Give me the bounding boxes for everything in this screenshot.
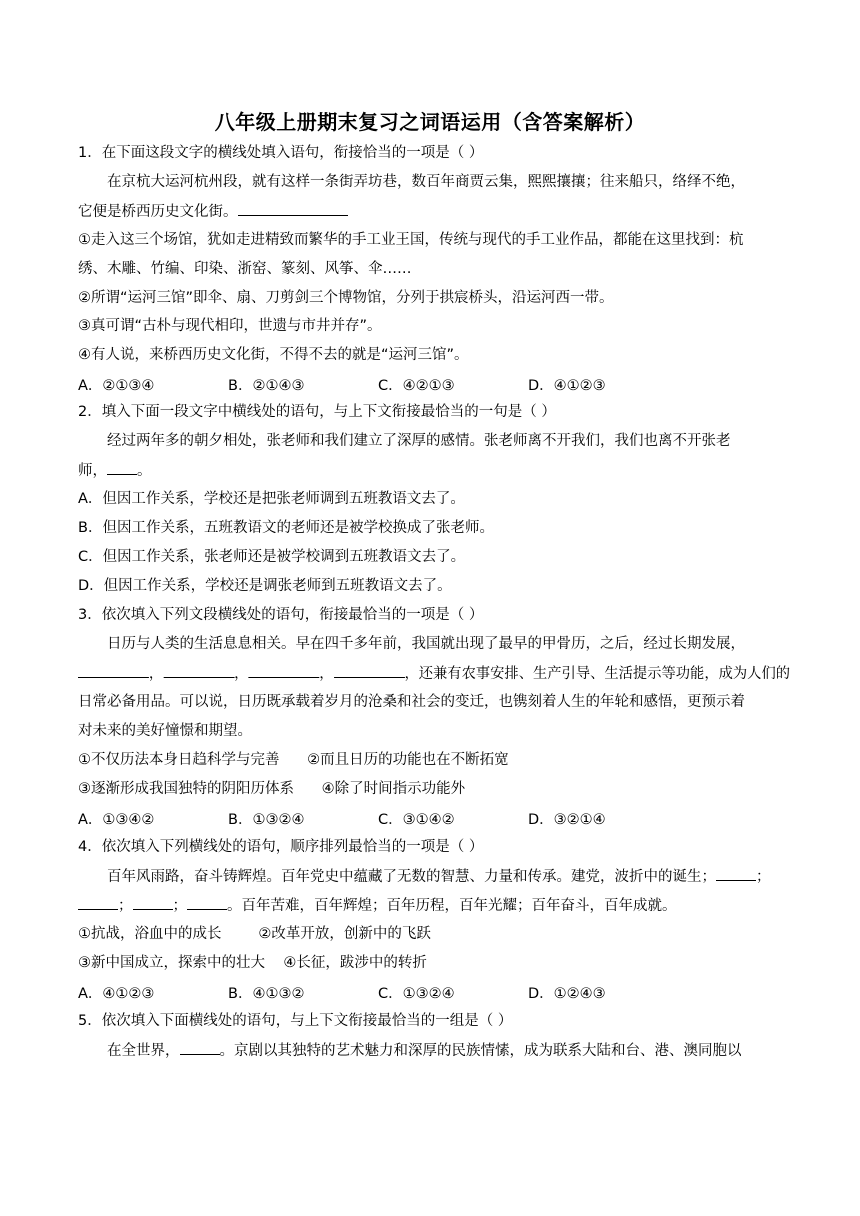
q5-passage-line1: 在全世界， 。京剧以其独特的艺术魅力和深厚的民族情愫，成为联系大陆和台、港、澳同胞以 — [107, 1040, 742, 1061]
q4-stem: 4．依次填入下列横线处的语句，顺序排列最恰当的一项是（ ） — [78, 839, 484, 855]
q3-passage-line2: ， ， ， ，还兼有农事安排、生产引导、生活提示等功能，成为人们的 — [78, 663, 790, 684]
q2-option-d: D．但因工作关系，学校还是调张老师到五班教语文去了。 — [78, 578, 452, 594]
q4-sentences-3-4: ③新中国成立，探索中的壮大 ④长征，跋涉中的转折 — [78, 955, 427, 971]
q3-passage-line4: 对未来的美好憧憬和期望。 — [78, 723, 252, 739]
q3-blank-1 — [78, 663, 149, 678]
q3-passage-line1: 日历与人类的生活息息相关。早在四千多年前，我国就出现了最早的甲骨历，之后，经过长期发展， — [107, 636, 745, 652]
q1-choice-a: A．②①③④ — [78, 378, 155, 394]
q4-choice-b: B．④①③② — [228, 986, 305, 1002]
q3-blank-2 — [163, 663, 234, 678]
q2-stem: 2．填入下面一段文字中横线处的语句，与上下文衔接最恰当的一句是（ ） — [78, 404, 556, 420]
q3-stem: 3．依次填入下列文段横线处的语句，衔接最恰当的一项是（ ） — [78, 607, 484, 623]
document-title: 八年级上册期末复习之词语运用（含答案解析） — [214, 110, 646, 134]
q4-choice-d: D．①②④③ — [528, 986, 606, 1002]
q1-sentence-4: ④有人说，来桥西历史文化街，不得不去的就是“运河三馆”。 — [78, 347, 469, 363]
q1-passage-line1: 在京杭大运河杭州段，就有这样一条街弄坊巷，数百年商贾云集，熙熙攘攘；往来船只，络绎不绝， — [107, 174, 745, 190]
q4-sentences-1-2: ①抗战，浴血中的成长 ②改革开放，创新中的飞跃 — [78, 926, 431, 942]
q2-passage-line1: 经过两年多的朝夕相处，张老师和我们建立了深厚的感情。张老师离不开我们，我们也离不开张老 — [107, 433, 731, 449]
q5-blank-1 — [180, 1040, 220, 1055]
q5-stem: 5．依次填入下面横线处的语句，与上下文衔接最恰当的一组是（ ） — [78, 1013, 513, 1029]
q3-choice-b: B．①③②④ — [228, 812, 305, 828]
q1-sentence-3: ③真可谓“古朴与现代相印，世遗与市井并存”。 — [78, 318, 382, 334]
q4-blank-4 — [187, 895, 227, 910]
q2-option-a: A．但因工作关系，学校还是把张老师调到五班教语文去了。 — [78, 491, 465, 507]
q3-blank-4 — [334, 663, 405, 678]
q1-choice-b: B．②①④③ — [228, 378, 305, 394]
q3-blank-3 — [248, 663, 319, 678]
q4-blank-2 — [78, 895, 118, 910]
q1-sentence-2: ②所谓“运河三馆”即伞、扇、刀剪剑三个博物馆，分列于拱宸桥头，沿运河西一带。 — [78, 290, 614, 306]
q2-option-c: C．但因工作关系，张老师还是被学校调到五班教语文去了。 — [78, 549, 466, 565]
q2-passage-line2: 师， 。 — [78, 460, 152, 481]
q2-option-b: B．但因工作关系，五班教语文的老师还是被学校换成了张老师。 — [78, 520, 494, 536]
q1-blank — [238, 201, 348, 216]
q3-choice-d: D．③②①④ — [528, 812, 606, 828]
q1-sentence-1a: ①走入这三个场馆，犹如走进精致而繁华的手工业王国，传统与现代的手工业作品，都能在这里找到：杭 — [78, 232, 744, 248]
q3-choice-c: C．③①④② — [378, 812, 455, 828]
q1-passage-line2: 它便是桥西历史文化街。 — [78, 201, 348, 222]
q4-blank-3 — [133, 895, 173, 910]
q4-choice-a: A．④①②③ — [78, 986, 155, 1002]
q3-choice-a: A．①③④② — [78, 812, 155, 828]
q4-passage-line1: 百年风雨路，奋斗铸辉煌。百年党史中蕴藏了无数的智慧、力量和传承。建党，波折中的诞生； ； — [107, 866, 771, 887]
q3-sentences-3-4: ③逐渐形成我国独特的阴阳历体系 ④除了时间指示功能外 — [78, 781, 466, 797]
q4-passage-line2: ； ； 。百年苦难，百年辉煌；百年历程，百年光耀；百年奋斗，百年成就。 — [78, 895, 677, 916]
q3-sentences-1-2: ①不仅历法本身日趋科学与完善 ②而且日历的功能也在不断拓宽 — [78, 752, 509, 768]
q2-blank — [107, 460, 137, 475]
q1-stem: 1．在下面这段文字的横线处填入语句，衔接恰当的一项是（ ） — [78, 145, 484, 161]
q4-blank-1 — [716, 866, 756, 881]
q1-choice-d: D．④①②③ — [528, 378, 606, 394]
q1-choice-c: C．④②①③ — [378, 378, 455, 394]
q3-passage-line3: 日常必备用品。可以说，日历既承载着岁月的沧桑和社会的变迁，也镌刻着人生的年轮和感悟，更预示着 — [78, 694, 745, 710]
q4-choice-c: C．①③②④ — [378, 986, 455, 1002]
q1-sentence-1b: 绣、木雕、竹编、印染、浙窑、篆刻、风筝、伞…… — [78, 261, 412, 277]
